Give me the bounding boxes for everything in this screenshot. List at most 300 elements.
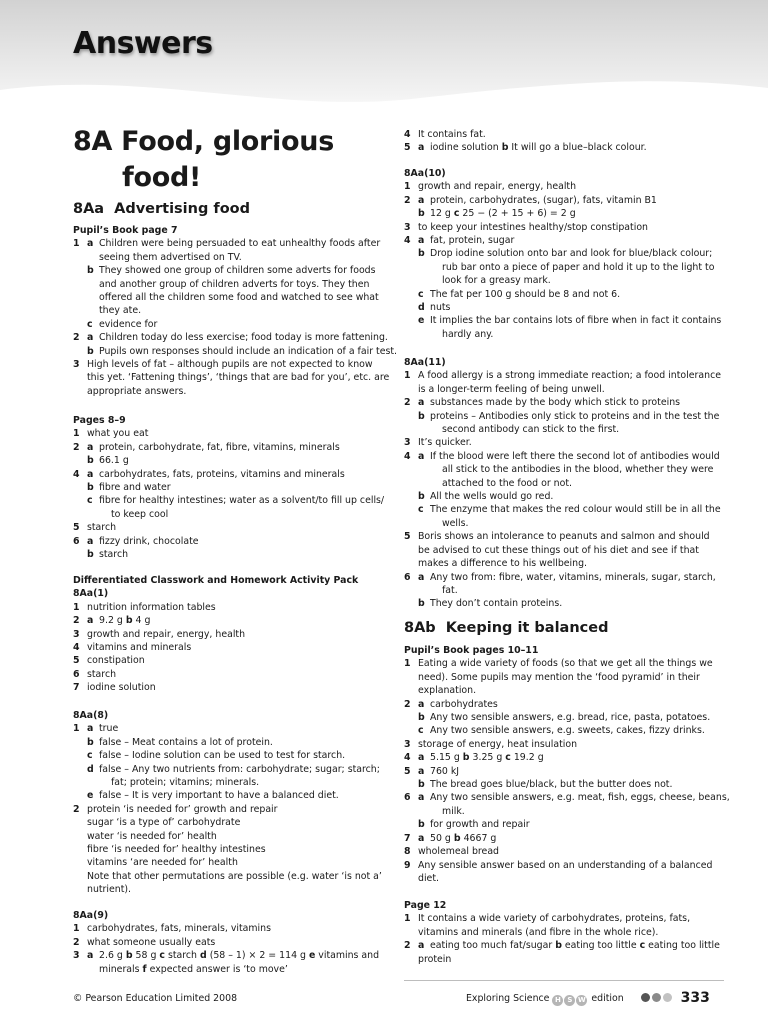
- answer-text: starch: [87, 522, 117, 534]
- block-heading: 8Aa(9): [73, 910, 109, 921]
- answer-line: [73, 963, 391, 976]
- answer-text: Children were being persuaded to eat unhealthy foods after: [99, 238, 381, 250]
- answer-text: fat, protein, sugar: [430, 235, 515, 247]
- answer-line: [73, 736, 391, 749]
- unit-title-line2: food!: [122, 162, 201, 193]
- question-number: 2: [73, 332, 80, 344]
- answer-line: [404, 765, 722, 778]
- part-letter: b: [87, 549, 94, 561]
- answer-text: minerals: [99, 963, 140, 975]
- answer-text: If the blood were left there the second lot of antibodies would: [430, 450, 720, 462]
- question-number: 5: [404, 142, 411, 154]
- answer-text: eating too much fat/sugar: [430, 940, 553, 952]
- question-number: 5: [404, 765, 411, 777]
- answer-text: iodine solution: [430, 142, 499, 154]
- part-letter: c: [453, 208, 460, 220]
- part-letter: c: [418, 288, 424, 300]
- answer-line: [404, 194, 722, 207]
- part-letter: a: [87, 441, 94, 453]
- answer-line: [73, 789, 391, 802]
- answer-line: [404, 698, 722, 711]
- answer-text: vitamins ‘are needed for’ health: [87, 857, 238, 869]
- part-letter: a: [418, 940, 425, 952]
- answer-text: 3.25 g: [472, 752, 503, 764]
- section-code: 8Ab: [404, 620, 436, 636]
- answer-text: explanation.: [418, 685, 477, 697]
- answer-line: [404, 711, 722, 724]
- pupils-book-page-7: [73, 224, 398, 398]
- answer-text: Eating a wide variety of foods (so that we get all the things we: [418, 658, 713, 670]
- answer-line: [404, 724, 722, 737]
- answer-text: substances made by the body which stick to proteins: [430, 397, 681, 409]
- answer-line: [404, 128, 722, 141]
- dot-icon: [663, 993, 672, 1002]
- answer-line: [73, 481, 391, 494]
- answer-line: [73, 641, 391, 654]
- question-number: 3: [404, 221, 411, 233]
- answer-text: 9.2 g: [99, 615, 123, 627]
- part-letter: a: [418, 698, 425, 710]
- question-number: 1: [73, 923, 80, 935]
- edition-label: edition: [591, 993, 624, 1004]
- part-letter: b: [87, 265, 94, 277]
- answer-text: It’s quicker.: [418, 437, 472, 449]
- answer-line: [73, 949, 391, 962]
- answer-text: water ‘is needed for’ health: [87, 830, 217, 842]
- answer-line: [73, 454, 391, 467]
- answer-text: hardly any.: [442, 328, 494, 340]
- answer-line: [404, 274, 722, 287]
- answer-line: [73, 441, 391, 454]
- answer-text: wells.: [442, 517, 469, 529]
- answer-text: carbohydrates, fats, minerals, vitamins: [87, 923, 271, 935]
- answer-line: [73, 601, 391, 614]
- part-letter: b: [555, 940, 562, 952]
- question-number: 5: [404, 531, 411, 543]
- answer-line: [73, 803, 391, 816]
- part-letter: c: [87, 495, 93, 507]
- part-letter: c: [87, 750, 93, 762]
- answer-text: look for a greasy mark.: [442, 275, 551, 287]
- question-number: 5: [73, 522, 80, 534]
- part-letter: b: [87, 736, 94, 748]
- answer-text: fibre and water: [99, 482, 171, 494]
- answer-text: for growth and repair: [430, 819, 530, 831]
- answer-line: [73, 358, 391, 371]
- answer-text: 58 g: [135, 950, 157, 962]
- answer-text: Any two from: fibre, water, vitamins, minerals, sugar, starch,: [430, 571, 716, 583]
- activity-8aa9: [73, 909, 391, 976]
- answer-line: [404, 261, 722, 274]
- answer-line: [404, 953, 722, 966]
- question-number: 4: [73, 642, 80, 654]
- answer-line: [73, 508, 391, 521]
- part-letter: a: [418, 397, 425, 409]
- answer-text: 5.15 g: [430, 752, 460, 764]
- answer-text: nuts: [430, 302, 451, 314]
- part-letter: a: [418, 832, 425, 844]
- answer-text: nutrition information tables: [87, 601, 216, 613]
- answer-line: [404, 859, 722, 872]
- answer-text: 4 g: [135, 615, 151, 627]
- part-letter: b: [418, 491, 425, 503]
- answer-text: need). Some pupils may mention the ‘food pyramid’ in their: [418, 671, 700, 683]
- part-letter: b: [87, 455, 94, 467]
- answer-text: 2.6 g: [99, 950, 123, 962]
- block-heading: 8Aa(8): [73, 710, 109, 721]
- answer-line: [404, 530, 722, 543]
- answer-line: [404, 396, 722, 409]
- answer-line: [73, 468, 391, 481]
- answer-text: constipation: [87, 655, 145, 667]
- answer-text: 4667 g: [463, 832, 497, 844]
- answer-line: [73, 668, 391, 681]
- answer-text: second antibody can stick to the first.: [442, 424, 620, 436]
- answer-text: what you eat: [87, 428, 149, 440]
- question-number: 4: [404, 450, 411, 462]
- answer-line: [73, 654, 391, 667]
- answer-line: [404, 180, 722, 193]
- answer-text: Drop iodine solution onto bar and look for blue/black colour;: [430, 248, 713, 260]
- part-letter: f: [142, 963, 147, 975]
- answer-line: [404, 517, 722, 530]
- question-number: 1: [73, 238, 80, 250]
- answer-line: [404, 912, 722, 925]
- question-number: 6: [73, 668, 80, 680]
- block-heading: Pages 8–9: [73, 415, 126, 426]
- question-number: 1: [73, 601, 80, 613]
- question-number: 3: [404, 738, 411, 750]
- question-number: 1: [404, 370, 411, 382]
- answer-text: eating too little: [564, 940, 637, 952]
- question-number: 1: [404, 913, 411, 925]
- part-letter: c: [87, 318, 93, 330]
- answer-text: false – Any two nutrients from: carbohydrate; sugar; starch;: [99, 763, 380, 775]
- answer-line: [404, 671, 722, 684]
- part-letter: b: [418, 598, 425, 610]
- answer-text: storage of energy, heat insulation: [418, 738, 578, 750]
- question-number: 2: [404, 940, 411, 952]
- part-letter: e: [308, 950, 316, 962]
- part-letter: b: [501, 142, 509, 154]
- part-letter: b: [462, 752, 470, 764]
- answer-line: [404, 314, 722, 327]
- answer-text: false – Meat contains a lot of protein.: [99, 736, 273, 748]
- activity-8aa8: [73, 709, 391, 897]
- part-letter: c: [639, 940, 646, 952]
- part-letter: e: [418, 315, 425, 327]
- answer-text: The enzyme that makes the red colour would still be in all the: [430, 504, 721, 516]
- answer-text: to keep your intestines healthy/stop constipation: [418, 221, 649, 233]
- answer-text: 25 − (2 + 15 + 6) = 2 g: [462, 208, 576, 220]
- section-heading-8ab: [404, 620, 608, 636]
- pupils-book-pages-10-11: [404, 644, 730, 885]
- part-letter: a: [87, 468, 94, 480]
- answer-line: [404, 845, 722, 858]
- answer-text: fizzy drink, chocolate: [99, 535, 199, 547]
- answer-text: vitamins and minerals (and fibre in the whole rice).: [418, 926, 659, 938]
- part-letter: e: [87, 790, 94, 802]
- answer-line: [73, 614, 391, 627]
- block-heading: 8Aa(11): [404, 357, 446, 368]
- book-title: Exploring Science: [466, 993, 550, 1004]
- block-heading: Pupil’s Book page 7: [73, 225, 178, 236]
- answer-line: [73, 830, 391, 843]
- answer-line: [404, 477, 722, 490]
- answer-text: protein ‘is needed for’ growth and repair: [87, 803, 278, 815]
- part-letter: a: [418, 752, 425, 764]
- answer-line: [404, 597, 722, 610]
- answer-text: appropriate answers.: [87, 385, 187, 397]
- page-number: 333: [680, 990, 710, 1006]
- answer-line: [404, 288, 722, 301]
- footer-book-info: [466, 990, 710, 1006]
- answer-text: is a longer-term feeling of being unwell.: [418, 383, 605, 395]
- answer-line: [73, 345, 398, 358]
- answer-text: fibre ‘is needed for’ healthy intestines: [87, 844, 266, 856]
- answer-text: seeing them advertised on TV.: [99, 251, 242, 263]
- answer-text: The fat per 100 g should be 8 and not 6.: [430, 288, 621, 300]
- answer-line: [73, 494, 391, 507]
- answer-text: be advised to cut these things out of his diet and see if that: [418, 544, 699, 556]
- question-number: 2: [404, 397, 411, 409]
- question-number: 2: [404, 194, 411, 206]
- question-number: 9: [404, 859, 411, 871]
- answer-line: [73, 722, 391, 735]
- answer-text: Pupils own responses should include an indication of a fair test.: [99, 345, 398, 357]
- question-number: 4: [73, 468, 80, 480]
- part-letter: b: [418, 779, 425, 791]
- part-letter: a: [418, 450, 425, 462]
- page-dots: [641, 993, 674, 1005]
- dot-icon: [641, 993, 650, 1002]
- answer-line: [73, 521, 391, 534]
- answer-text: false – Iodine solution can be used to test for starch.: [99, 750, 346, 762]
- part-letter: c: [505, 752, 511, 764]
- footer-divider: [404, 980, 724, 981]
- header-wave: [0, 60, 768, 120]
- part-letter: a: [418, 792, 425, 804]
- answer-line: [404, 738, 722, 751]
- answer-text: to keep cool: [111, 508, 169, 520]
- question-number: 1: [73, 723, 80, 735]
- part-letter: a: [87, 723, 94, 735]
- answer-text: All the wells would go red.: [430, 491, 554, 503]
- question-number: 1: [73, 428, 80, 440]
- block-heading: 8Aa(10): [404, 168, 446, 179]
- part-letter: a: [418, 765, 425, 777]
- part-letter: b: [418, 819, 425, 831]
- question-number: 7: [404, 832, 411, 844]
- question-number: 1: [404, 181, 411, 193]
- answer-text: fat; protein; vitamins; minerals.: [111, 777, 260, 789]
- answer-text: protein, carbohydrate, fat, fibre, vitamins, minerals: [99, 441, 340, 453]
- answer-text: The bread goes blue/black, but the butter does not.: [430, 779, 673, 791]
- question-number: 2: [73, 803, 80, 815]
- answer-text: true: [99, 723, 119, 735]
- part-letter: c: [159, 950, 165, 962]
- part-letter: b: [125, 950, 133, 962]
- answer-line: [404, 234, 722, 247]
- answer-text: carbohydrates: [430, 698, 498, 710]
- question-number: 6: [404, 571, 411, 583]
- answer-line: [73, 763, 391, 776]
- answer-text: Any two sensible answers, e.g. bread, rice, pasta, potatoes.: [430, 712, 711, 724]
- answer-text: They showed one group of children some adverts for foods: [99, 265, 376, 277]
- answers-title: Answers: [73, 26, 213, 61]
- answer-line: [404, 571, 722, 584]
- hsw-h-icon: H: [552, 995, 563, 1006]
- part-letter: a: [418, 142, 425, 154]
- answer-text: expected answer is ‘to move’: [149, 963, 288, 975]
- question-number: 2: [404, 698, 411, 710]
- answer-text: Any two sensible answers, e.g. sweets, cakes, fizzy drinks.: [430, 725, 705, 737]
- answer-line: [73, 628, 391, 641]
- answer-text: starch: [167, 950, 197, 962]
- answer-line: [73, 278, 391, 291]
- answer-text: starch: [99, 549, 129, 561]
- part-letter: c: [418, 725, 424, 737]
- question-number: 3: [73, 628, 80, 640]
- answer-text: and another group of children adverts for toys. They then: [99, 278, 370, 290]
- answer-line: [73, 749, 391, 762]
- answer-line: [404, 436, 722, 449]
- answer-line: [73, 535, 391, 548]
- answer-text: they ate.: [99, 305, 142, 317]
- answer-line: [404, 328, 722, 341]
- question-number: 6: [73, 535, 80, 547]
- question-number: 3: [404, 437, 411, 449]
- answer-line: [73, 883, 391, 896]
- section-name: Keeping it balanced: [445, 620, 609, 636]
- answer-text: (58 – 1) × 2 = 114 g: [209, 950, 306, 962]
- section-name: Advertising food: [114, 201, 251, 217]
- part-letter: a: [418, 571, 425, 583]
- answer-text: Any sensible answer based on an understanding of a balanced: [418, 859, 713, 871]
- answer-text: offered all the children some food and watched to see what: [99, 292, 379, 304]
- answer-line: [404, 557, 722, 570]
- answer-text: 50 g: [430, 832, 451, 844]
- answer-line: [73, 264, 391, 277]
- block-heading: Page 12: [404, 900, 447, 911]
- answer-line: [73, 427, 391, 440]
- answer-line: [73, 681, 391, 694]
- answer-text: 66.1 g: [99, 455, 129, 467]
- answer-text: all stick to the antibodies in the blood, whether they were: [442, 464, 714, 476]
- answer-text: vitamins and minerals: [87, 642, 192, 654]
- answer-text: growth and repair, energy, health: [87, 628, 246, 640]
- answer-text: false – It is very important to have a balanced diet.: [99, 790, 339, 802]
- copyright-notice: © Pearson Education Limited 2008: [73, 993, 238, 1004]
- question-number: 3: [73, 359, 80, 371]
- answer-text: attached to the food or not.: [442, 477, 573, 489]
- answer-text: proteins – Antibodies only stick to proteins and in the test the: [430, 410, 720, 422]
- part-letter: c: [418, 504, 424, 516]
- answer-line: [73, 318, 391, 331]
- answer-line: [404, 684, 722, 697]
- answer-line: [404, 503, 722, 516]
- activity-pack-8aa1: [73, 574, 391, 695]
- part-letter: b: [87, 482, 94, 494]
- answer-line: [73, 856, 391, 869]
- question-number: 5: [73, 655, 80, 667]
- section-heading-8aa: [73, 201, 250, 217]
- answer-line: [73, 331, 391, 344]
- part-letter: b: [453, 832, 461, 844]
- answer-line: [73, 304, 391, 317]
- answer-line: [73, 922, 391, 935]
- answer-line: [404, 423, 722, 436]
- part-letter: d: [87, 763, 94, 775]
- answer-line: [404, 818, 722, 831]
- hsw-s-icon: S: [564, 995, 575, 1006]
- part-letter: a: [87, 950, 94, 962]
- pages-8-9: [73, 414, 391, 561]
- question-number: 4: [404, 129, 411, 140]
- part-letter: d: [418, 302, 425, 314]
- answer-text: carbohydrates, fats, proteins, vitamins and minerals: [99, 468, 345, 480]
- answer-text: starch: [87, 668, 117, 680]
- part-letter: b: [418, 248, 425, 260]
- answer-text: this yet. ‘Fattening things’, ‘things that are bad for you’, etc. are: [87, 372, 390, 384]
- answer-line: [404, 301, 722, 314]
- answer-line: [404, 751, 722, 764]
- answer-line: [404, 207, 722, 220]
- block-heading: Pupil’s Book pages 10–11: [404, 645, 539, 656]
- part-letter: a: [418, 235, 425, 247]
- answer-text: It implies the bar contains lots of fibre when in fact it contains: [430, 315, 722, 327]
- answer-line: [73, 548, 391, 561]
- answer-text: nutrient).: [87, 884, 132, 896]
- answer-line: [73, 816, 391, 829]
- answer-line: [404, 657, 722, 670]
- answer-text: It contains a wide variety of carbohydrates, proteins, fats,: [418, 913, 691, 925]
- answer-text: protein, carbohydrates, (sugar), fats, vitamin B1: [430, 194, 657, 206]
- part-letter: a: [87, 535, 94, 547]
- section-code: 8Aa: [73, 201, 105, 217]
- answer-text: A food allergy is a strong immediate reaction; a food intolerance: [418, 370, 721, 382]
- activity-8aa9-continued: [404, 128, 722, 155]
- answer-text: Children today do less exercise; food today is more fattening.: [99, 332, 388, 344]
- answer-text: It will go a blue–black colour.: [511, 142, 647, 154]
- answer-text: what someone usually eats: [87, 936, 216, 948]
- answer-text: milk.: [442, 805, 465, 817]
- answer-line: [404, 141, 722, 154]
- part-letter: a: [87, 238, 94, 250]
- answer-line: [73, 237, 391, 250]
- answer-text: eating too little: [648, 940, 720, 952]
- answer-line: [73, 843, 391, 856]
- part-letter: b: [418, 410, 425, 422]
- answer-line: [73, 291, 391, 304]
- answer-line: [404, 383, 722, 396]
- answer-text: Boris shows an intolerance to peanuts and salmon and should: [418, 531, 710, 543]
- answer-text: It contains fat.: [418, 129, 486, 140]
- part-letter: d: [199, 950, 207, 962]
- answer-line: [404, 926, 722, 939]
- answer-text: rub bar onto a piece of paper and hold it up to the light to: [442, 261, 715, 273]
- answer-line: [404, 410, 722, 423]
- answer-line: [73, 251, 391, 264]
- part-letter: b: [87, 345, 94, 357]
- answer-line: [404, 221, 722, 234]
- question-number: 6: [404, 792, 411, 804]
- answer-text: iodine solution: [87, 682, 156, 694]
- answer-text: diet.: [418, 872, 439, 884]
- hsw-w-icon: W: [578, 996, 586, 1004]
- block-heading: Differentiated Classwork and Homework Activity Pack: [73, 575, 359, 586]
- question-number: 8: [404, 846, 411, 858]
